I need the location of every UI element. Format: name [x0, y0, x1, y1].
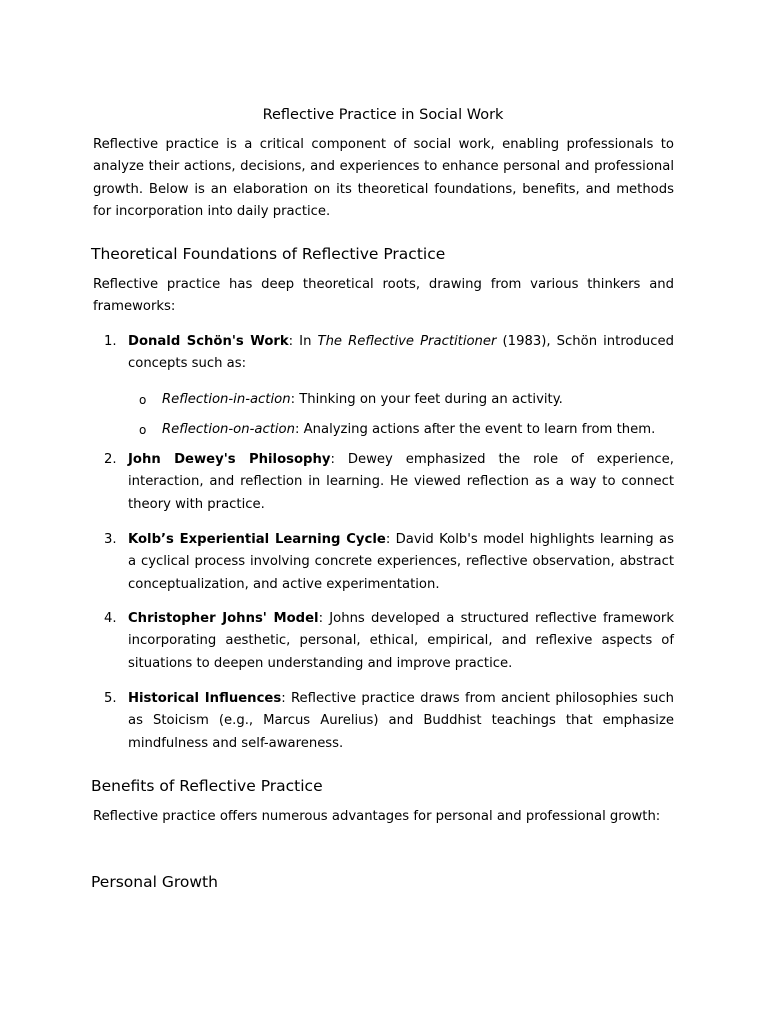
item-book-title: The Reflective Practitioner	[317, 334, 497, 349]
list-number: 5.	[104, 691, 117, 706]
section-heading-theoretical: Theoretical Foundations of Reflective Practice	[91, 245, 446, 263]
list-item-kolb	[128, 529, 674, 596]
subitem-reflection-in-action	[162, 389, 674, 411]
list-number: 2.	[104, 452, 117, 467]
subitem-term: Reflection-on-action	[162, 422, 295, 437]
list-number: 3.	[104, 532, 117, 547]
document-title: Reflective Practice in Social Work	[262, 107, 504, 123]
subitem-term: Reflection-in-action	[162, 392, 291, 407]
section-heading-benefits: Benefits of Reflective Practice	[91, 777, 323, 795]
item-text: : In	[288, 334, 318, 349]
list-item-schon	[128, 331, 674, 376]
item-term: Donald Schön's Work	[128, 334, 289, 349]
theoretical-intro: Reflective practice has deep theoretical roots, drawing from various thinkers and frameworks:	[93, 277, 674, 315]
item-term: John Dewey's Philosophy	[128, 452, 331, 467]
item-text: (1983), Schön introduced concepts such as:	[128, 334, 674, 372]
subitem-text: : Analyzing actions after the event to learn from them.	[294, 422, 656, 437]
section-heading-personal-growth: Personal Growth	[91, 873, 218, 891]
item-text: : Johns developed a structured reflective framework incorporating aesthetic, personal, ethical, empirical, and reflexive aspects of situations to deepen understanding and improve practice.	[128, 611, 674, 671]
list-item-johns	[128, 608, 674, 675]
item-text: : David Kolb's model highlights learning as a cyclical process involving concrete experiences, reflective observation, abstract conceptualization, and active experimentation.	[128, 532, 674, 592]
list-number: 1.	[104, 334, 117, 349]
item-text: : Reflective practice draws from ancient philosophies such as Stoicism (e.g., Marcus Aurelius) and Buddhist teachings that emphasize mindfulness and self-awareness.	[128, 691, 674, 751]
item-term: Kolb’s Experiential Learning Cycle	[128, 532, 386, 547]
intro-paragraph: Reflective practice is a critical component of social work, enabling professionals to analyze their actions, decisions, and experiences to enhance personal and professional growth. Below is an elaboration on its theoretical foundations, benefits, and methods for incorporation into daily practice.	[93, 137, 674, 220]
item-text: : Dewey emphasized the role of experience, interaction, and reflection in learning. He viewed reflection as a way to connect theory with practice.	[128, 452, 674, 512]
item-term: Christopher Johns' Model	[128, 611, 319, 626]
list-number: 4.	[104, 611, 117, 626]
subitem-text: : Thinking on your feet during an activity.	[290, 392, 563, 407]
benefits-intro: Reflective practice offers numerous advantages for personal and professional growth:	[93, 809, 661, 824]
bullet-marker: o	[139, 423, 147, 437]
item-term: Historical Influences	[128, 691, 282, 706]
bullet-marker: o	[139, 393, 147, 407]
list-item-historical	[128, 688, 674, 755]
list-item-dewey	[128, 449, 674, 516]
subitem-reflection-on-action	[162, 419, 674, 441]
